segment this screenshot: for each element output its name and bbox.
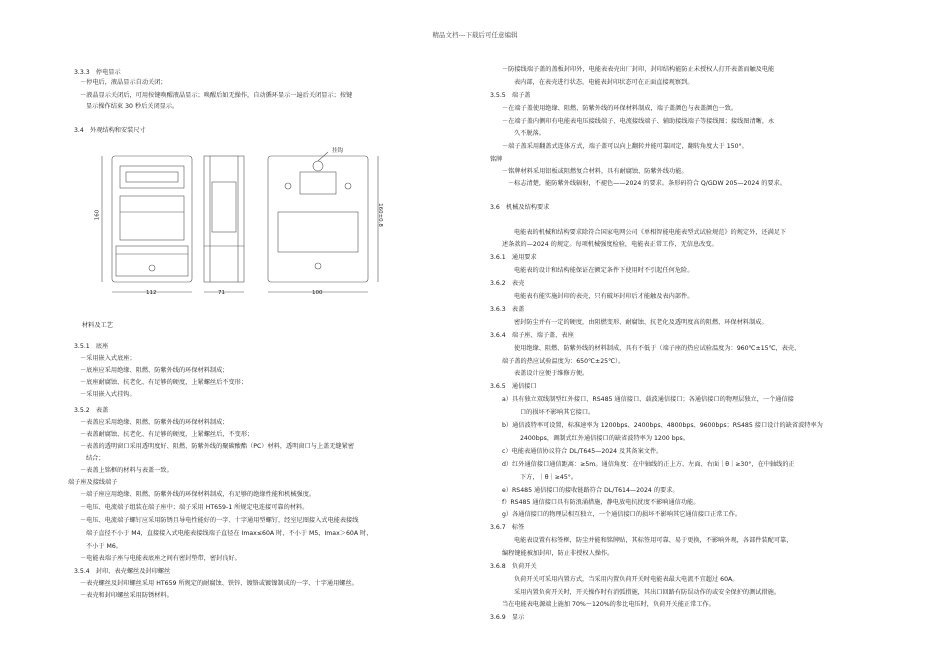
left-text-line: 3.5.2 表盖	[74, 407, 109, 414]
right-text-line: 3.6.7 标签	[490, 524, 525, 531]
right-text-line: 表内部，在表壳进行状态，电能表封印状态可在正面直接观察到。	[514, 79, 694, 86]
right-text-line: 采用内置负荷开关时，开关操作时有消弧措施，其出口回路有防误动作的或安全保护的测试措施。	[514, 589, 781, 596]
right-text-line: 3.6 机械及结构要求	[490, 204, 550, 211]
hook-callout-label: 挂钩	[332, 148, 344, 154]
left-text-line: 端子座及接线端子	[68, 479, 118, 486]
right-text-line: 编程键能被加封印，防止非授权人操作。	[502, 550, 614, 557]
left-text-line: －液晶显示关闭后，可用按键唤醒液晶显示；唤醒后如无操作，自动循环显示一遍后关闭显示；按键	[80, 92, 353, 99]
right-text-line: 3.6.4 端子座、端子盖、表座	[490, 332, 574, 339]
left-text-line: －表盖上铭框的材料与表盖一致。	[80, 467, 173, 474]
right-text-line: 2400bps，调制式红外通信接口的缺省波特率为 1200 bps。	[520, 435, 689, 442]
right-text-line: 3.6.1 通用要求	[490, 254, 537, 261]
right-text-line: 3.6.9 显示	[490, 614, 525, 621]
right-text-line: d）红外通信接口通信距离：≥5m。通信角度：在中轴线的正上方、左面、右面｜θ｜≥30°，在中轴线的正	[502, 461, 795, 468]
right-text-line: 口的损坏不影响其它接口。	[520, 409, 595, 416]
right-text-line: 久不脱落。	[514, 130, 545, 137]
back-height-dimension: 160±0.8	[376, 203, 383, 227]
left-text-line: －表盖应采用绝缘、阻燃、防紫外线的环保材料制成；	[80, 419, 229, 426]
meter-dimension-drawing	[92, 142, 392, 302]
left-text-line: －停电后，液晶显示自动关闭；	[80, 79, 167, 86]
right-text-line: 端子盖的热应试验温度为：650℃±25℃）。	[502, 358, 625, 365]
left-text-line: －表壳螺丝及封印螺丝采用 HT659 所规定的耐腐蚀、铁锌、镀铬或镀镍制成的一字、十字通用螺丝。	[80, 580, 358, 587]
page-header: 精品文档---下载后可任意编辑	[432, 31, 518, 39]
left-text-line: －表盖耐腐蚀、抗老化、有足够的硬度，上紧螺丝后，不变形；	[80, 431, 254, 438]
right-text-line: 电能表设置有标签框，防尘并能和铭牌贴，其标签用可靠、易于更换，不影响外观，各部件装配可靠，	[514, 537, 793, 544]
right-text-line: 3.6.5 通信接口	[490, 383, 537, 390]
right-text-line: 电能表的机械和结构要求除符合国家电网公司《单相智能电能表型式试验规范》的规定外，还满足下	[514, 229, 787, 236]
left-text-line: 3.3.3 停电显示	[74, 69, 121, 76]
left-text-line: －端子座应用绝缘、阻燃、防紫外线的环保材料制成，有足够的绝缘性能和机械强度。	[80, 491, 316, 498]
left-text-line: 端子直径不小于 M4，直接接入式电能表接线端子直径在 Imax≤60A 时，不小于 M5，Imax＞60A 时，	[86, 530, 373, 537]
side-width-dimension: 71	[218, 290, 225, 296]
right-text-line: 下方，｜θ｜≥45°。	[520, 474, 578, 481]
left-text-line: 不小于 M6。	[86, 543, 122, 550]
right-text-line: 3.5.5 端子盖	[490, 92, 531, 99]
left-text-line: －采用嵌入式挂钩。	[80, 391, 136, 398]
right-text-line: －防接线端子盖的盖板封印外，电能表表壳出厂封印，封印结构能防止未授权人打开表盖而触及电能	[502, 66, 775, 73]
left-text-line: 材料及工艺	[82, 322, 113, 329]
right-text-line: －在端子盖使用绝缘、阻燃、防紫外线的环保材料制成，端子盖颜色与表盖颜色一致。	[502, 105, 738, 112]
right-text-line: 表盖设计应便于维修方便。	[514, 370, 589, 377]
right-text-line: a）具有独立双线制型红外接口、RS485 通信接口、载波通信接口；各通信接口的物理层独立，一个通信接	[502, 396, 794, 403]
left-text-line: 3.5.1 底座	[74, 343, 109, 350]
meter-drawing-svg	[92, 142, 392, 302]
right-text-line: 述条款的—2024 的规定。每项机械强度检验，电能表正常工作，无信息改变。	[502, 241, 718, 248]
left-text-line: 3.5.4 封印、表壳螺丝及封印螺丝	[74, 568, 171, 575]
right-text-line: －铭牌材料采用铝板或阻燃复合材料，具有耐腐蚀、防紫外线功能。	[502, 168, 688, 175]
left-text-line: 结合；	[86, 455, 105, 462]
right-text-line: f）RS485 通信接口具有防浪涌措施，静电放电抗扰度不影响通信功能。	[502, 499, 700, 506]
right-text-line: g）各通信接口的物理层相互独立，一个通信接口的损坏不影响其它通信接口正常工作。	[502, 511, 742, 518]
left-text-line: －采用嵌入式底座；	[80, 355, 136, 362]
right-text-line: 负荷开关可采用内置方式，当采用内置负荷开关时电能表最大电流不宜超过 60A。	[514, 576, 739, 583]
right-text-line: －在端子盖内侧印有电能表电压接线端子、电流接线端子、辅助接线端子等接线图；接线图清晰，永	[502, 118, 775, 125]
right-text-line: 3.6.3 表盖	[490, 306, 525, 313]
right-text-line: 使用绝缘、阻燃、防紫外线的材料制成，具有不低于（端子座的热应试验温度为：960℃±15℃，表壳、	[514, 345, 801, 352]
front-width-dimension: 112	[146, 290, 157, 296]
left-text-line: 显示操作结束 30 秒后关闭显示。	[86, 103, 179, 110]
left-text-line: －底座耐腐蚀、抗老化、有足够的硬度，上紧螺丝后不变形；	[80, 379, 248, 386]
right-text-line: 铭牌	[490, 156, 503, 163]
left-text-line: 3.4 外观结构和安装尺寸	[74, 127, 146, 134]
left-text-line: －电压、电流端子组装在端子座中；端子采用 HT659-1 所规定电连接可靠的材料。	[80, 504, 309, 511]
right-text-line: 当在电能表电源端上施加 70%～120%的参比电压时，负荷开关能正常工作。	[502, 601, 715, 608]
left-text-line: －电能表端子座与电能表底座之间有密封垫带，密封良好。	[80, 555, 241, 562]
left-text-line: －底座应采用绝缘、阻燃、防紫外线的环保材料制成；	[80, 367, 229, 374]
right-text-line: b）通信波特率可设置，标准速率为 1200bps、2400bps、4800bps、9600bps；RS485 接口设计的缺省波特率为	[502, 422, 823, 429]
right-text-line: －标志清楚，能防紫外线辐射，不褪色——2024 的要求。条形码符合 Q/GDW 205—2024 的要求。	[508, 180, 786, 187]
right-text-line: 密封防尘并有一定的硬度，由阻燃变形、耐腐蚀、抗老化及透明度高的阻燃、环保材料制成。	[514, 319, 768, 326]
right-text-line: 3.6.2 表壳	[490, 280, 525, 287]
right-text-line: －端子盖采用翻盖式连体方式，端子盖可以向上翻转并能可靠固定，翻转角度大于 150°。	[502, 143, 748, 150]
height-dimension: 160	[94, 209, 101, 221]
right-text-line: 电能表有能实施封印的表壳，只有破坏封印后才能触及表内部件。	[514, 293, 694, 300]
left-text-line: －表盖的透明窗口采用透明度好、阻燃、防紫外线的聚碳酸酯（PC）材料，透明窗口与上盖无缝紧密	[80, 443, 355, 450]
left-text-line: －电压、电流端子螺钉应采用防锈且导电性能好的一字、十字通用型螺钉，经室尼图接入式电能表接线	[80, 517, 359, 524]
left-text-line: －表壳和封印螺丝采用防锈材料。	[80, 592, 173, 599]
back-width-dimension: 100	[312, 290, 323, 296]
right-text-line: 3.6.8 负荷开关	[490, 563, 537, 570]
right-text-line: c）电能表通信协议符合 DL/T645—2024 及其备案文件。	[502, 448, 663, 455]
right-text-line: 电能表的设计和结构能保证在额定条件下使用时不引起任何危险。	[514, 267, 694, 274]
right-text-line: e）RS485 通信接口的接收链路符合 DL/T614—2024 的要求。	[502, 487, 679, 494]
